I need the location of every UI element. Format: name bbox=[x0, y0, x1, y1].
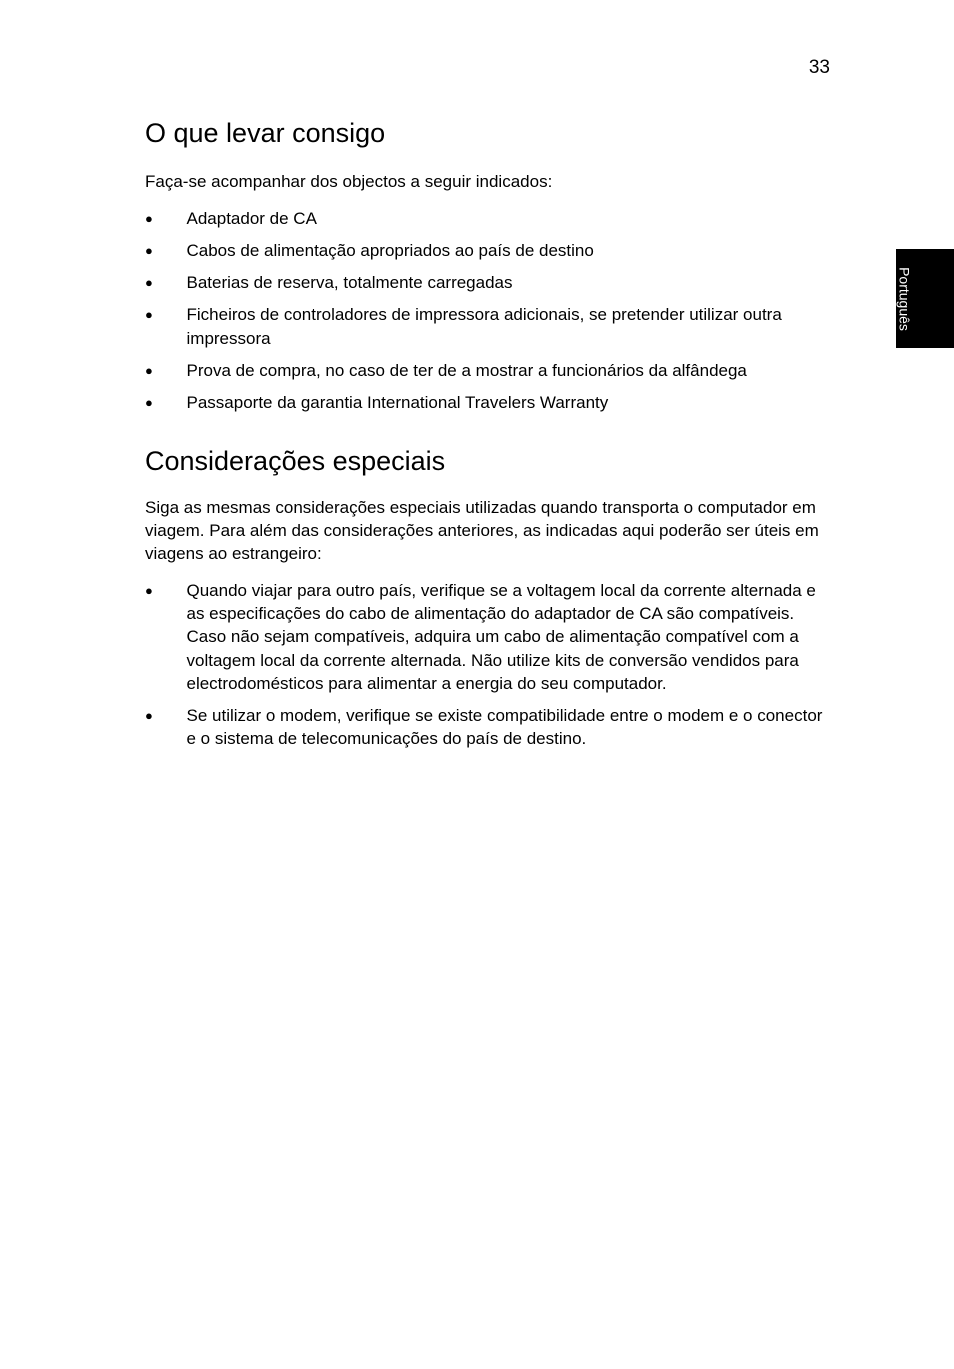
list-item-text: Quando viajar para outro país, verifique se a voltagem local da corrente alternada e as especificações do cabo de alimentação do adaptador de CA são compatíveis. Caso não sejam compatíveis, adquira um cabo de alimentação compatível com a voltagem local da corrente alternada. Não utilize kits de conversão vendidos para electrodomésticos para alimentar a energia do seu computador. bbox=[186, 580, 816, 693]
list-item bbox=[145, 271, 835, 294]
list-item bbox=[145, 303, 835, 350]
language-tab bbox=[896, 249, 954, 348]
bullet-icon: ● bbox=[145, 394, 153, 410]
list-item-text: Cabos de alimentação apropriados ao país de destino bbox=[186, 241, 594, 261]
list-item bbox=[145, 207, 835, 230]
list-item-text: Prova de compra, no caso de ter de a mostrar a funcionários da alfândega bbox=[186, 360, 747, 380]
list-item-text: Baterias de reserva, totalmente carregadas bbox=[186, 273, 513, 293]
section-intro-special-considerations: Siga as mesmas considerações especiais utilizadas quando transporta o computador em viagem. Para além das considerações anteriores, as indicadas aqui poderão ser úteis em viagens ao estrangeiro: bbox=[145, 497, 819, 564]
list-item bbox=[145, 239, 835, 262]
list-item-text: Passaporte da garantia International Travelers Warranty bbox=[186, 392, 609, 412]
page-number: 33 bbox=[808, 57, 830, 78]
bullet-icon: ● bbox=[145, 211, 153, 227]
list-item-text: Se utilizar o modem, verifique se existe compatibilidade entre o modem e o conector e o sistema de telecomunicações do país de destino. bbox=[186, 705, 823, 749]
section-heading-what-to-take: O que levar consigo bbox=[145, 118, 386, 148]
section-intro-what-to-take: Faça-se acompanhar dos objectos a seguir indicados: bbox=[145, 172, 553, 191]
list-item-text: Ficheiros de controladores de impressora adicionais, se pretender utilizar outra impressora bbox=[186, 305, 782, 348]
bullet-icon: ● bbox=[145, 707, 153, 723]
bullet-icon: ● bbox=[145, 307, 153, 323]
list-item-text: Adaptador de CA bbox=[186, 209, 317, 229]
language-tab-label: Português bbox=[896, 267, 913, 331]
page-content bbox=[145, 112, 835, 759]
bullet-icon: ● bbox=[145, 362, 153, 378]
list-item bbox=[145, 579, 835, 695]
list-item bbox=[145, 704, 835, 751]
list-item bbox=[145, 391, 835, 414]
checklist-what-to-take bbox=[145, 207, 835, 414]
checklist-special-considerations bbox=[145, 579, 835, 751]
section-heading-special-considerations: Considerações especiais bbox=[145, 445, 446, 476]
list-item bbox=[145, 359, 835, 382]
bullet-icon: ● bbox=[145, 243, 153, 259]
bullet-icon: ● bbox=[145, 275, 153, 291]
bullet-icon: ● bbox=[145, 582, 153, 598]
